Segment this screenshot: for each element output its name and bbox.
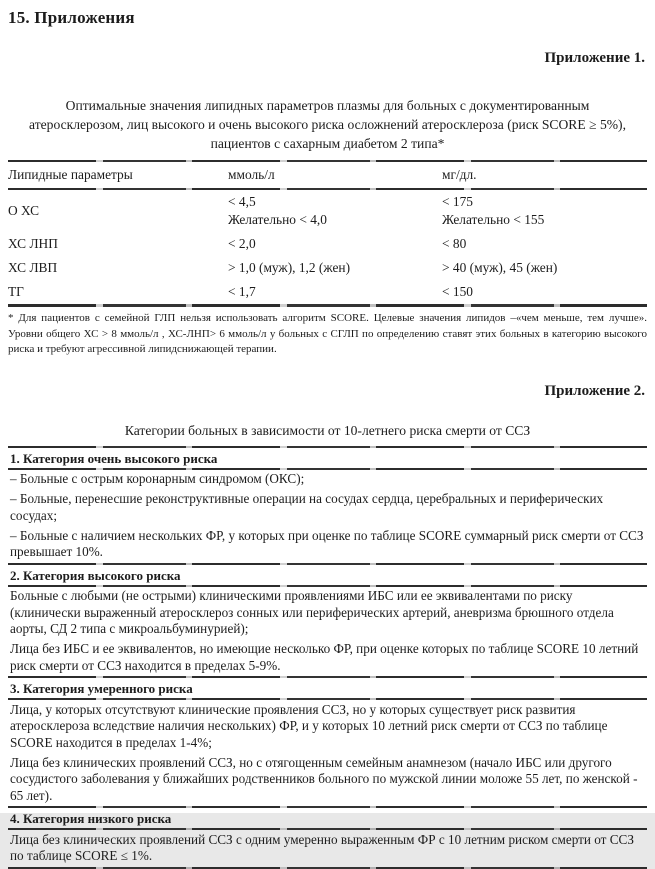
table-row <box>8 256 647 280</box>
lipid-param-cell: О ХС <box>8 203 40 218</box>
page-title: 15. Приложения <box>8 8 135 27</box>
table-rule <box>8 867 647 869</box>
value-line: Желательно < 4,0 <box>228 212 327 227</box>
risk-table <box>8 446 647 869</box>
risk-section-header: 4. Категория низкого риска <box>10 811 172 826</box>
risk-section-item: Лица, у которых отсутствуют клинические проявления ССЗ, но у которых существует риск развития атеросклероза вследствие наличия нескольких) ФР, и у которых 10 летний риск смерти от ССЗ по таблице SCORE находится в пределах 1-4%; <box>10 701 608 750</box>
lipid-mmol-cell: < 1,7 <box>228 284 256 299</box>
lipid-mg-cell: < 80 <box>442 236 467 251</box>
value-line: < 175 <box>442 194 473 209</box>
lipid-param-cell: ХС ЛВП <box>8 260 58 275</box>
table-row <box>8 232 647 256</box>
lipid-param-cell: ТГ <box>8 284 24 299</box>
risk-section-header: 2. Категория высокого риска <box>10 567 181 583</box>
lipid-mmol-cell <box>228 190 442 232</box>
appendix-1-label: Приложение 1. <box>544 50 645 66</box>
lipid-table-footnote: * Для пациентов с семейной ГЛП нельзя использовать алгоритм SCORE. Целевые значения липидов –«чем меньше, тем лучше». Уровни общего ХС > 8 ммоль/л , ХС-ЛНП> 6 ммоль/л у больных с СГЛП по определению ставят этих больных в категорию высокого риска и требуют агрессивной липидснижающей терапии. <box>8 312 647 355</box>
value-line: Желательно < 155 <box>442 212 545 227</box>
lipid-table-header-param: Липидные параметры <box>8 167 133 182</box>
risk-section-item: Лица без клинических проявлений ССЗ с одним умеренно выраженным ФР с 10 летним риском смерти от ССЗ по таблице SCORE ≤ 1%. <box>10 831 634 863</box>
lipid-table-title: Оптимальные значения липидных параметров плазмы для больных с документированным атеросклерозом, лиц высокого и очень высокого риска осложнений атеросклероза (риск SCORE ≥ 5%), пациентов с сахарным диабетом 2 типа* <box>29 98 626 151</box>
lipid-mg-cell: < 150 <box>442 284 473 299</box>
lipid-table-header-mmol: ммоль/л <box>228 167 275 182</box>
lipid-param-cell: ХС ЛНП <box>8 236 58 251</box>
table-row <box>8 190 647 232</box>
lipid-table-header-mg: мг/дл. <box>442 167 477 182</box>
lipid-mg-cell: > 40 (муж), 45 (жен) <box>442 260 558 275</box>
risk-section-header: 1. Категория очень высокого риска <box>10 450 218 466</box>
lipid-table-header-row <box>8 162 647 188</box>
appendix-2-label: Приложение 2. <box>544 382 645 399</box>
table-rule <box>8 304 647 307</box>
risk-table-title: Категории больных в зависимости от 10-летнего риска смерти от ССЗ <box>124 422 531 438</box>
risk-section-item: Лица без ИБС и ее эквивалентов, но имеющие несколько ФР, при оценке которых по таблице SCORE 10 летний риск смерти от ССЗ находится в пределах 5-9%. <box>10 641 639 673</box>
risk-section-item: – Больные, перенесшие реконструктивные операции на сосудах сердца, церебральных и периферических сосудах; <box>10 491 604 523</box>
lipid-mmol-cell: < 2,0 <box>228 236 256 251</box>
risk-section-item: Больные с любыми (не острыми) клиническими проявлениями ИБС или ее эквивалентами по риску (клинически выраженный атеросклероз сонных или периферических артерий, аневризма брюшного отдела аорты, СД 2 типа с микроальбуминурией); <box>10 588 614 636</box>
lipid-mmol-cell: > 1,0 (муж), 1,2 (жен) <box>228 260 351 275</box>
risk-section-item: – Больные с наличием нескольких ФР, у которых при оценке по таблице SCORE суммарный риск смерти от ССЗ превышает 10%. <box>10 527 644 559</box>
value-line: < 4,5 <box>228 194 256 209</box>
risk-section-item: Лица без клинических проявлений ССЗ, но с отягощенным семейным анамнезом (начало ИБС или другого сосудистого заболевания у ближайших родственников больного по мужской линии моложе 55 лет, по женской - 65 лет). <box>10 754 638 803</box>
lipid-table <box>8 160 647 307</box>
risk-section-item: – Больные с острым коронарным синдромом (ОКС); <box>10 471 305 486</box>
table-row <box>8 280 647 304</box>
risk-section-header: 3. Категория умеренного риска <box>10 681 193 696</box>
lipid-mg-cell <box>442 190 647 232</box>
